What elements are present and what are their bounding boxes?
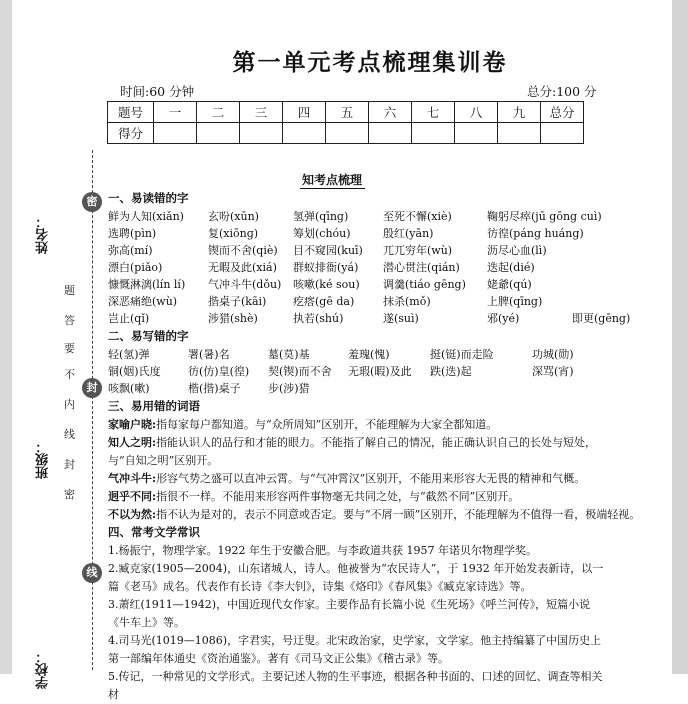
easy-use-entry	[108, 434, 608, 470]
score-header-cell: 八	[455, 102, 498, 123]
easy-read-heading: 一、易读错的字	[108, 191, 189, 205]
easy-write-word: 墓(莫)基	[268, 348, 310, 361]
easy-write-word: 署(暑)名	[188, 348, 230, 361]
easy-read-word: 深恶痛绝(wù)	[108, 295, 178, 308]
easy-read-word: 调羹(tiáo gēng)	[383, 278, 466, 291]
easy-read-word: 兀兀穷年(wù)	[383, 244, 453, 257]
easy-read-word: 目不窥园(kuī)	[293, 244, 363, 257]
score-cell	[197, 123, 240, 144]
easy-read-word: 邪(yé)	[487, 312, 520, 325]
easy-read-word: 彷徨(páng huáng)	[487, 227, 584, 240]
literature-item: 2.臧克家(1905—2004)，山东诸城人，诗人。他被誉为“农民诗人”，于 1932 年开始发表新诗，以一篇《老马》成名。代表作有长诗《李大钊》，诗集《烙印》《春风集》《臧克家诗选》等。	[108, 562, 604, 593]
easy-read-word: 弥高(mí)	[108, 244, 153, 257]
time-limit: 时间:60 分钟	[120, 84, 195, 99]
easy-write-word: 功城(勋)	[532, 348, 574, 361]
easy-read-word: 复(xiōnɡ)	[208, 227, 259, 240]
score-table	[107, 101, 584, 144]
easy-use-term: 迥乎不同:	[108, 490, 157, 503]
easy-write-heading: 二、易写错的字	[108, 329, 189, 343]
score-header-cell: 七	[412, 102, 455, 123]
score-header-cell: 六	[369, 102, 412, 123]
easy-read-word: 漂白(piǎo)	[108, 261, 163, 274]
easy-read-word: 迭起(dié)	[487, 261, 535, 274]
easy-write-word: 跌(迭)起	[430, 365, 472, 378]
easy-read-word: 气冲斗牛(dǒu)	[208, 278, 282, 291]
easy-read-word: 沥尽心血(lì)	[487, 244, 547, 257]
easy-read-word: 执若(shú)	[293, 312, 344, 325]
score-row-label: 得分	[108, 123, 154, 144]
easy-read-word: 选聘(pìn)	[108, 227, 157, 240]
easy-read-word: 揩桌子(kāi)	[208, 295, 267, 308]
easy-use-term: 家喻户晓:	[108, 418, 157, 431]
easy-read-word: 遂(suì)	[383, 312, 419, 325]
easy-read-word: 群蚁排衙(yá)	[293, 261, 359, 274]
section-heading: 知考点梳理	[300, 171, 365, 189]
score-cell	[369, 123, 412, 144]
easy-read-word: 姥爺(qú)	[487, 278, 532, 291]
easy-use-text: 指能认识人的品行和才能的眼力。不能指了解自己的情况，能正确认识自己的长处与短处，与“自知之明”区别开。	[108, 436, 597, 467]
literature-item: 3.萧红(1911—1942)，中国近现代女作家。主要作品有长篇小说《生死场》《呼兰河传》，短篇小说《牛车上》等。	[108, 598, 591, 629]
score-header-cell: 题号	[108, 102, 154, 123]
seal-xian: 线	[82, 563, 102, 583]
seal-feng: 封	[82, 378, 102, 398]
easy-read-word: 上脾(qīng)	[487, 295, 543, 308]
easy-read-word: 玄吩(xūn)	[208, 210, 259, 223]
easy-use-text: 指不认为是对的，表示不同意或否定。要与“不屑一顾”区别开，不能理解为不值得一看，极端轻视。	[156, 508, 641, 521]
score-table-header-row	[108, 102, 584, 123]
literature-heading: 四、常考文学常识	[108, 525, 200, 539]
score-header-cell: 四	[283, 102, 326, 123]
easy-read-word: 潜心贯注(qián)	[383, 261, 460, 274]
easy-read-word: 锲而不舍(qiè)	[208, 244, 278, 257]
binding-note-char: 密	[64, 488, 75, 501]
easy-read-word: 抹杀(mǒ)	[383, 295, 431, 308]
easy-write-word: 咳飘(嗽)	[108, 382, 150, 395]
easy-use-entry	[108, 416, 497, 432]
easy-read-word: 涉猎(shè)	[208, 312, 258, 325]
easy-write-word: 步(涉)猎	[268, 382, 310, 395]
easy-use-text: 形容气势之盛可以直冲云霄。与“气冲霄汉”区别开，不能用来形容大无畏的精神和气概。	[156, 472, 586, 485]
literature-item: 4.司马光(1019—1086)，字君实，号迂叟。北宋政治家，史学家，文学家。他主持编纂了中国历史上第一部编年体通史《资治通鉴》。著有《司马文正公集》《稽古录》等。	[108, 634, 602, 665]
name-label: 姓名：	[36, 215, 51, 254]
easy-use-term: 知人之明:	[108, 436, 157, 449]
easy-read-word: 殷红(yān)	[383, 227, 434, 240]
score-cell	[541, 123, 584, 144]
class-label: 班级：	[36, 440, 51, 479]
easy-read-word: 疙瘩(gē da)	[293, 295, 355, 308]
seal-mi: 密	[82, 192, 102, 212]
binding-note-char: 不	[64, 368, 75, 381]
easy-write-word: 楷(揩)桌子	[188, 382, 241, 395]
score-header-cell: 三	[240, 102, 283, 123]
easy-write-word: 深骂(宵)	[532, 365, 574, 378]
easy-read-word: 至死不懈(xiè)	[383, 210, 452, 223]
easy-use-entry	[108, 470, 585, 486]
easy-read-word: 无暇及此(xiá)	[208, 261, 277, 274]
easy-read-word: 氢弹(qīng)	[293, 210, 349, 223]
easy-write-word: 无瑕(暇)及此	[348, 365, 412, 378]
binding-note-char: 封	[64, 458, 75, 471]
easy-read-word: 慷慨淋漓(lín lí)	[108, 278, 186, 291]
score-cell	[326, 123, 369, 144]
easy-read-word: 鞠躬尽瘁(jū gōng cuì)	[487, 210, 602, 223]
easy-read-word: 咳嗽(ké sou)	[293, 278, 360, 291]
easy-read-word: 即更(gēng)	[572, 312, 631, 325]
easy-write-word: 彷(仿)皇(徨)	[188, 365, 250, 378]
easy-write-word: 铜(姻)氏度	[108, 365, 161, 378]
easy-read-word: 鲜为人知(xiǎn)	[108, 210, 184, 223]
school-label: 学校：	[36, 650, 51, 689]
easy-write-word: 羞瑰(愧)	[348, 348, 390, 361]
easy-use-text: 指每家每户都知道。与“众所周知”区别开，不能理解为大家全都知道。	[156, 418, 498, 431]
binding-note-char: 答	[64, 314, 75, 327]
score-cell	[240, 123, 283, 144]
score-cell	[498, 123, 541, 144]
right-page-edge	[672, 0, 688, 674]
binding-note-char: 要	[64, 342, 75, 355]
score-header-cell: 一	[154, 102, 197, 123]
score-table-score-row	[108, 123, 584, 144]
easy-use-term: 不以为然:	[108, 508, 157, 521]
easy-use-term: 气冲斗牛:	[108, 472, 157, 485]
binding-note-char: 题	[64, 284, 75, 297]
score-header-cell: 五	[326, 102, 369, 123]
easy-use-text: 指很不一样。不能用来形容两件事物毫无共同之处，与“截然不同”区别开。	[156, 490, 520, 503]
score-header-cell: 总分	[541, 102, 584, 123]
binding-note-char: 内	[64, 398, 75, 411]
easy-read-word: 筹划(chóu)	[293, 227, 351, 240]
easy-read-word: 岂止(qǐ)	[108, 312, 150, 325]
score-header-cell: 二	[197, 102, 240, 123]
easy-use-entry	[108, 488, 519, 504]
score-cell	[283, 123, 326, 144]
literature-item: 5.传记，一种常见的文学形式。主要记述人物的生平事迹，根据各种书面的、口述的回忆、调查等相关材	[108, 670, 603, 701]
easy-write-word: 契(锲)而不舍	[268, 365, 332, 378]
easy-use-entry	[108, 506, 640, 522]
page-title: 第一单元考点梳理集训卷	[232, 49, 508, 76]
score-header-cell: 九	[498, 102, 541, 123]
score-cell	[154, 123, 197, 144]
score-cell	[455, 123, 498, 144]
easy-use-heading: 三、易用错的词语	[108, 399, 200, 413]
literature-item: 1.杨振宁，物理学家。1922 年生于安徽合肥。与李政道共获 1957 年诺贝尔物理学奖。	[108, 544, 537, 557]
left-page-edge	[0, 0, 12, 674]
binding-dashed-line	[92, 150, 93, 670]
score-cell	[412, 123, 455, 144]
total-score: 总分:100 分	[527, 84, 597, 99]
binding-note-char: 线	[64, 428, 75, 441]
easy-write-word: 轻(氢)弹	[108, 348, 150, 361]
easy-write-word: 挺(铤)而走险	[430, 348, 494, 361]
